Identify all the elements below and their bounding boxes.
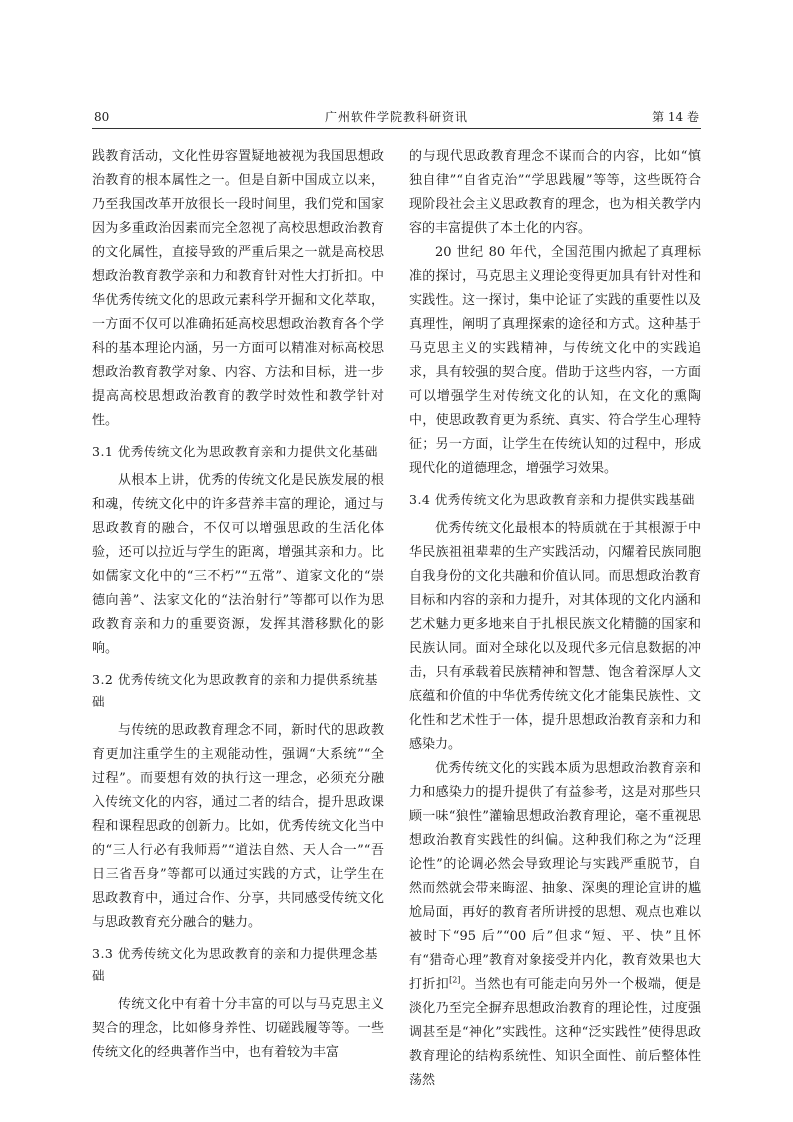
paragraph: 传统文化中有着十分丰富的可以与马克思主义契合的理念，比如修身养性、切磋践履等等。一些传统文化的经典著作当中，也有着较为丰富 [92,997,384,1060]
section-heading-3-1: 3.1 优秀传统文化为思政教育亲和力提供文化基础 [92,444,378,459]
section-heading-3-2: 3.2 优秀传统文化为思政教育的亲和力提供系统基础 [92,672,378,709]
journal-title: 广州软件学院教科研资讯 [324,110,468,124]
section-heading-3-3: 3.3 优秀传统文化为思政教育的亲和力提供理念基础 [92,946,378,983]
section-heading-3-4: 3.4 优秀传统文化为思政教育亲和力提供实践基础 [409,492,695,507]
paragraph: 践教育活动，文化性毋容置疑地被视为我国思想政治教育的根本属性之一。但是自新中国成立以来，乃至我国改革开放很长一段时间里，我们党和国家因为多重政治因素而完全忽视了高校思想政治教育的文化属性，直接导致的严重后果之一就是高校思想政治教育教学亲和力和教育针对性大打折扣。中华优秀传统文化的思政元素科学开掘和文化萃取，一方面不仅可以准确拓延高校思想政治教育各个学科的基本理论内涵，另一方面可以精准对标高校思想政治教育教学对象、内容、方法和目标，进一步提高高校思想政治教育的教学时效性和教学针对性。 [92,149,384,428]
paragraph: 的与现代思政教育理念不谋而合的内容，比如“慎独自律”“自省克治”“学思践履”等等，这些既符合现阶段社会主义思政教育的理念，也为相关教学内容的丰富提供了本土化的内容。 [409,149,701,236]
left-column [92,145,384,1065]
citation-reference[interactable]: [2] [449,975,461,985]
paragraph: 从根本上讲，优秀的传统文化是民族发展的根和魂，传统文化中的许多营养丰富的理论，通过与思政教育的融合，不仅可以增强思政的生活化体验，还可以拉近与学生的距离，增强其亲和力。比如儒家文化中的“三不朽”“五常”、道家文化的“崇德向善”、法家文化的“法治射行”等都可以作为思政教育亲和力的重要资源，发挥其潜移默化的影响。 [92,473,384,656]
paragraph-text: 优秀传统文化的实践本质为思想政治教育亲和力和感染力的提升提供了有益参考，这是对那些只顾一味“狼性”灌输思想政治教育理论，毫不重视思想政治教育实践性的纠偏。这种我们称之为“泛理论性”的论调必然会导致理论与实践严重脱节，自然而然就会带来晦涩、抽象、深奥的理论宣讲的尴尬局面，再好的教育者所讲授的思想、观点也难以被时下“95 后”“00 后”但求“短、平、快”且怀有“猎奇心理”教育对象接受并内化，教育效果也大打折扣 [409,761,701,992]
right-column [409,145,701,1093]
paragraph: 20 世纪 80 年代，全国范围内掀起了真理标准的探讨，马克思主义理论变得更加具有针对性和实践性。这一探讨，集中论证了实践的重要性以及真理性，阐明了真理探索的途径和方式。这种基于马克思主义的实践精神，与传统文化中的实践追求，具有较强的契合度。借助于这些内容，一方面可以增强学生对传统文化的认知，在文化的熏陶中，使思政教育更为系统、真实、符合学生心理特征；另一方面，让学生在传统认知的过程中，形成现代化的道德理念，增强学习效果。 [409,245,701,476]
paragraph: 与传统的思政教育理念不同，新时代的思政教育更加注重学生的主观能动性，强调“大系统”“全过程”。而要想有效的执行这一理念，必须充分融入传统文化的内容，通过二者的结合，提升思政课程和课程思政的创新力。比如，优秀传统文化当中的“三人行必有我师焉”“道法自然、天人合一”“吾日三省吾身”等都可以通过实践的方式，让学生在思政教育中，通过合作、分享，共同感受传统文化与思政教育充分融合的魅力。 [92,723,384,930]
volume-label: 第 14 卷 [652,110,699,124]
paragraph: 优秀传统文化最根本的特质就在于其根源于中华民族祖祖辈辈的生产实践活动，闪耀着民族同胞自我身份的文化共融和价值认同。而思想政治教育目标和内容的亲和力提升，对其体现的文化内涵和艺术魅力更多地来自于扎根民族文化精髓的国家和民族认同。面对全球化以及现代多元信息数据的冲击，只有承载着民族精神和智慧、饱含着深厚人文底蕴和价值的中华优秀传统文化才能集民族性、文化性和艺术性于一体，提升思想政治教育亲和力和感染力。 [409,521,701,752]
paragraph-text: 。当然也有可能走向另外一个极端，便是淡化乃至完全摒弃思想政治教育的理论性，过度强调甚至是“神化”实践性。这种“泛实践性”使得思政教育理论的结构系统性、知识全面性、前后整体性荡然 [409,977,701,1088]
paragraph [409,757,701,1093]
running-header [92,108,701,129]
page-number: 80 [94,110,110,124]
